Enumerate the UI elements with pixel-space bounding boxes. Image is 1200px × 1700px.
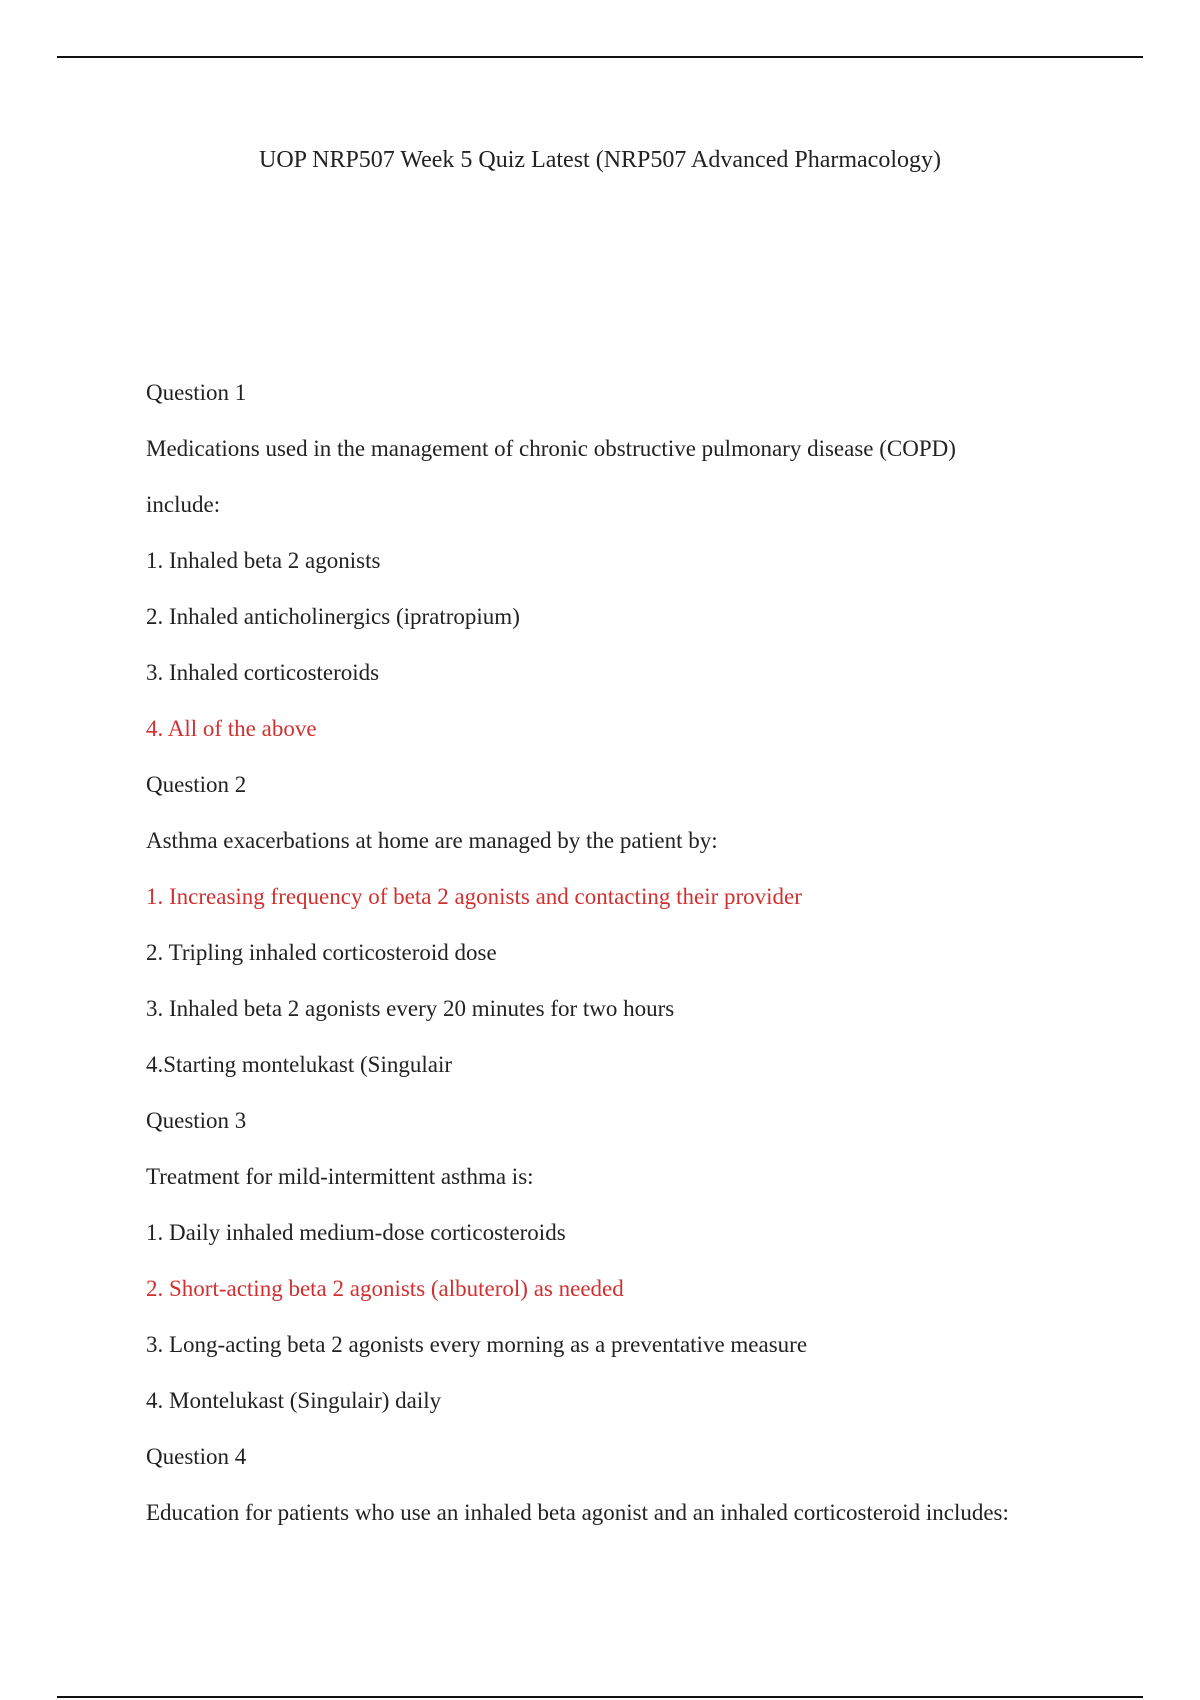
- question-heading: Question 2: [146, 772, 247, 797]
- question-prompt: Education for patients who use an inhaled beta agonist and an inhaled corticosteroid includes:: [146, 1500, 1009, 1525]
- answer-option: 2. Tripling inhaled corticosteroid dose: [146, 940, 497, 965]
- quiz-content: [146, 365, 1146, 1541]
- answer-option: 2. Inhaled anticholinergics (ipratropium): [146, 604, 520, 629]
- answer-option: 3. Inhaled beta 2 agonists every 20 minutes for two hours: [146, 996, 675, 1021]
- question-heading: Question 3: [146, 1108, 247, 1133]
- question-block: [146, 1093, 1146, 1429]
- correct-answer-option: 4. All of the above: [146, 716, 317, 741]
- question-heading: Question 4: [146, 1444, 247, 1469]
- bottom-rule: [57, 1696, 1143, 1698]
- answer-option: 4. Montelukast (Singulair) daily: [146, 1388, 442, 1413]
- question-prompt: include:: [146, 492, 221, 517]
- correct-answer-option: 1. Increasing frequency of beta 2 agonists and contacting their provider: [146, 884, 802, 909]
- question-block: [146, 365, 1146, 757]
- question-prompt: Medications used in the management of chronic obstructive pulmonary disease (COPD): [146, 436, 956, 461]
- correct-answer-option: 2. Short-acting beta 2 agonists (albuterol) as needed: [146, 1276, 624, 1301]
- question-heading: Question 1: [146, 380, 247, 405]
- top-rule: [57, 56, 1143, 58]
- answer-option: 1. Daily inhaled medium-dose corticosteroids: [146, 1220, 566, 1245]
- answer-option: 4.Starting montelukast (Singulair: [146, 1052, 452, 1077]
- answer-option: 3. Long-acting beta 2 agonists every morning as a preventative measure: [146, 1332, 808, 1357]
- question-block: [146, 757, 1146, 1093]
- answer-option: 1. Inhaled beta 2 agonists: [146, 548, 381, 573]
- document-title: UOP NRP507 Week 5 Quiz Latest (NRP507 Advanced Pharmacology): [259, 147, 941, 173]
- question-prompt: Asthma exacerbations at home are managed by the patient by:: [146, 828, 718, 853]
- answer-option: 3. Inhaled corticosteroids: [146, 660, 380, 685]
- question-block: [146, 1429, 1146, 1541]
- question-prompt: Treatment for mild-intermittent asthma is:: [146, 1164, 534, 1189]
